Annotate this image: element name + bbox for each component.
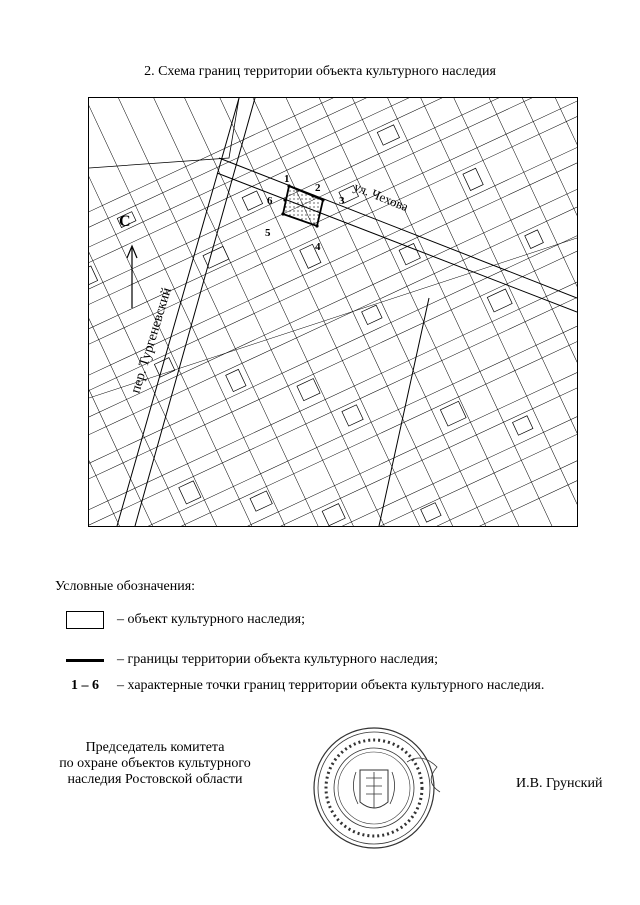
point-label-2: 2 bbox=[315, 182, 321, 194]
signatory-line-2: по охране объектов культурного bbox=[59, 756, 251, 771]
north-arrow-label: С bbox=[119, 213, 131, 230]
cadastral-map bbox=[88, 97, 578, 527]
point-label-4: 4 bbox=[315, 241, 321, 253]
points-range-symbol: 1 – 6 bbox=[71, 678, 99, 693]
point-label-3: 3 bbox=[339, 195, 345, 207]
legend-text-points: – характерные точки границ территории объекта культурного наследия. bbox=[117, 678, 545, 693]
signatory-position bbox=[45, 740, 265, 788]
signatory-line-1: Председатель комитета bbox=[85, 740, 225, 755]
legend-text-object: – объект культурного наследия; bbox=[117, 612, 305, 627]
legend-heading: Условные обозначения: bbox=[55, 579, 196, 594]
map-drawing bbox=[89, 98, 577, 526]
signatory-name: И.В. Грунский bbox=[516, 776, 603, 791]
official-seal bbox=[312, 722, 442, 852]
street-label-chekhova: ул. Чехова bbox=[351, 178, 411, 215]
border-line-symbol bbox=[66, 659, 104, 662]
point-label-1: 1 bbox=[284, 173, 290, 185]
lane-label-turgenevsky: пер. Тургеневский bbox=[128, 285, 175, 396]
heritage-object-symbol bbox=[66, 611, 104, 629]
point-label-5: 5 bbox=[265, 227, 271, 239]
signatory-line-3: наследия Ростовской области bbox=[67, 772, 243, 787]
legend-item-object bbox=[55, 611, 305, 629]
point-label-6: 6 bbox=[267, 195, 273, 207]
page-title: 2. Схема границ территории объекта культурного наследия bbox=[144, 64, 496, 79]
legend-item-border bbox=[55, 652, 438, 668]
legend-text-border: – границы территории объекта культурного наследия; bbox=[117, 652, 438, 667]
legend-item-points bbox=[55, 678, 544, 694]
